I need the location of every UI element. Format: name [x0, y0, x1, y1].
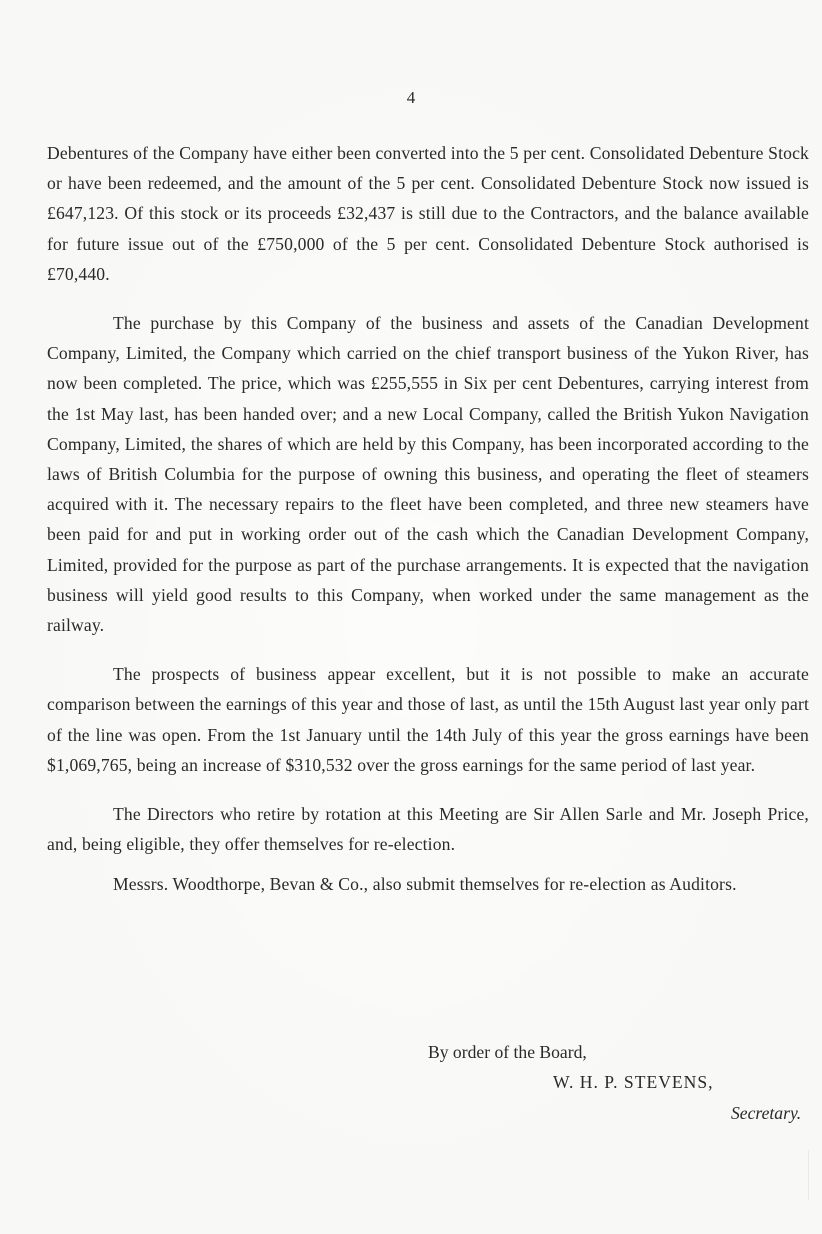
paragraph-prospects: The prospects of business appear excellent, but it is not possible to make an accurate comparison between the earnings of this year and those of last, as until the 15th August last year only part of the line was open. From the 1st January until the 14th July of this year the gross earnings have been $1,069,765, being an increase of $310,532 over the gross earnings for the same period of last year. — [47, 664, 809, 775]
page-edge-mark — [808, 1150, 809, 1200]
paragraph-purchase: The purchase by this Company of the business and assets of the Canadian Development Company, Limited, the Company which carried on the chief transport business of the Yukon River, has now been completed. The price, which was £255,555 in Six per cent Debentures, carrying interest from the 1st May last, has been handed over; and a new Local Company, called the British Yukon Navigation Company, Limited, the shares of which are held by this Company, has been incorporated according to the laws of British Columbia for the purpose of owning this business, and operating the fleet of steamers acquired with it. The necessary repairs to the fleet have been completed, and three new steamers have been paid for and put in working order out of the cash which the Canadian Development Company, Limited, provided for the purpose as part of the purchase arrangements. It is expected that the navigation business will yield good results to this Company, when worked under the same management as the railway. — [47, 313, 809, 636]
body-text — [47, 138, 809, 919]
signature-order-line: By order of the Board, — [428, 1042, 587, 1062]
paragraph-debentures: Debentures of the Company have either been converted into the 5 per cent. Consolidated Debenture Stock or have been redeemed, and the amount of the 5 per cent. Consolidated Debenture Stock now issued is £647,123. Of this stock or its proceeds £32,437 is still due to the Contractors, and the balance available for future issue out of the £750,000 of the 5 per cent. Consolidated Debenture Stock authorised is £70,440. — [47, 143, 809, 284]
signature-name: W. H. P. STEVENS, — [553, 1072, 714, 1092]
page-number: 4 — [406, 88, 416, 107]
paragraph-directors: The Directors who retire by rotation at this Meeting are Sir Allen Sarle and Mr. Joseph Price, and, being eligible, they offer themselves for re-election. — [47, 804, 809, 855]
signature-title: Secretary. — [731, 1103, 802, 1123]
paragraph-auditors: Messrs. Woodthorpe, Bevan & Co., also submit themselves for re-election as Auditors. — [113, 874, 737, 895]
